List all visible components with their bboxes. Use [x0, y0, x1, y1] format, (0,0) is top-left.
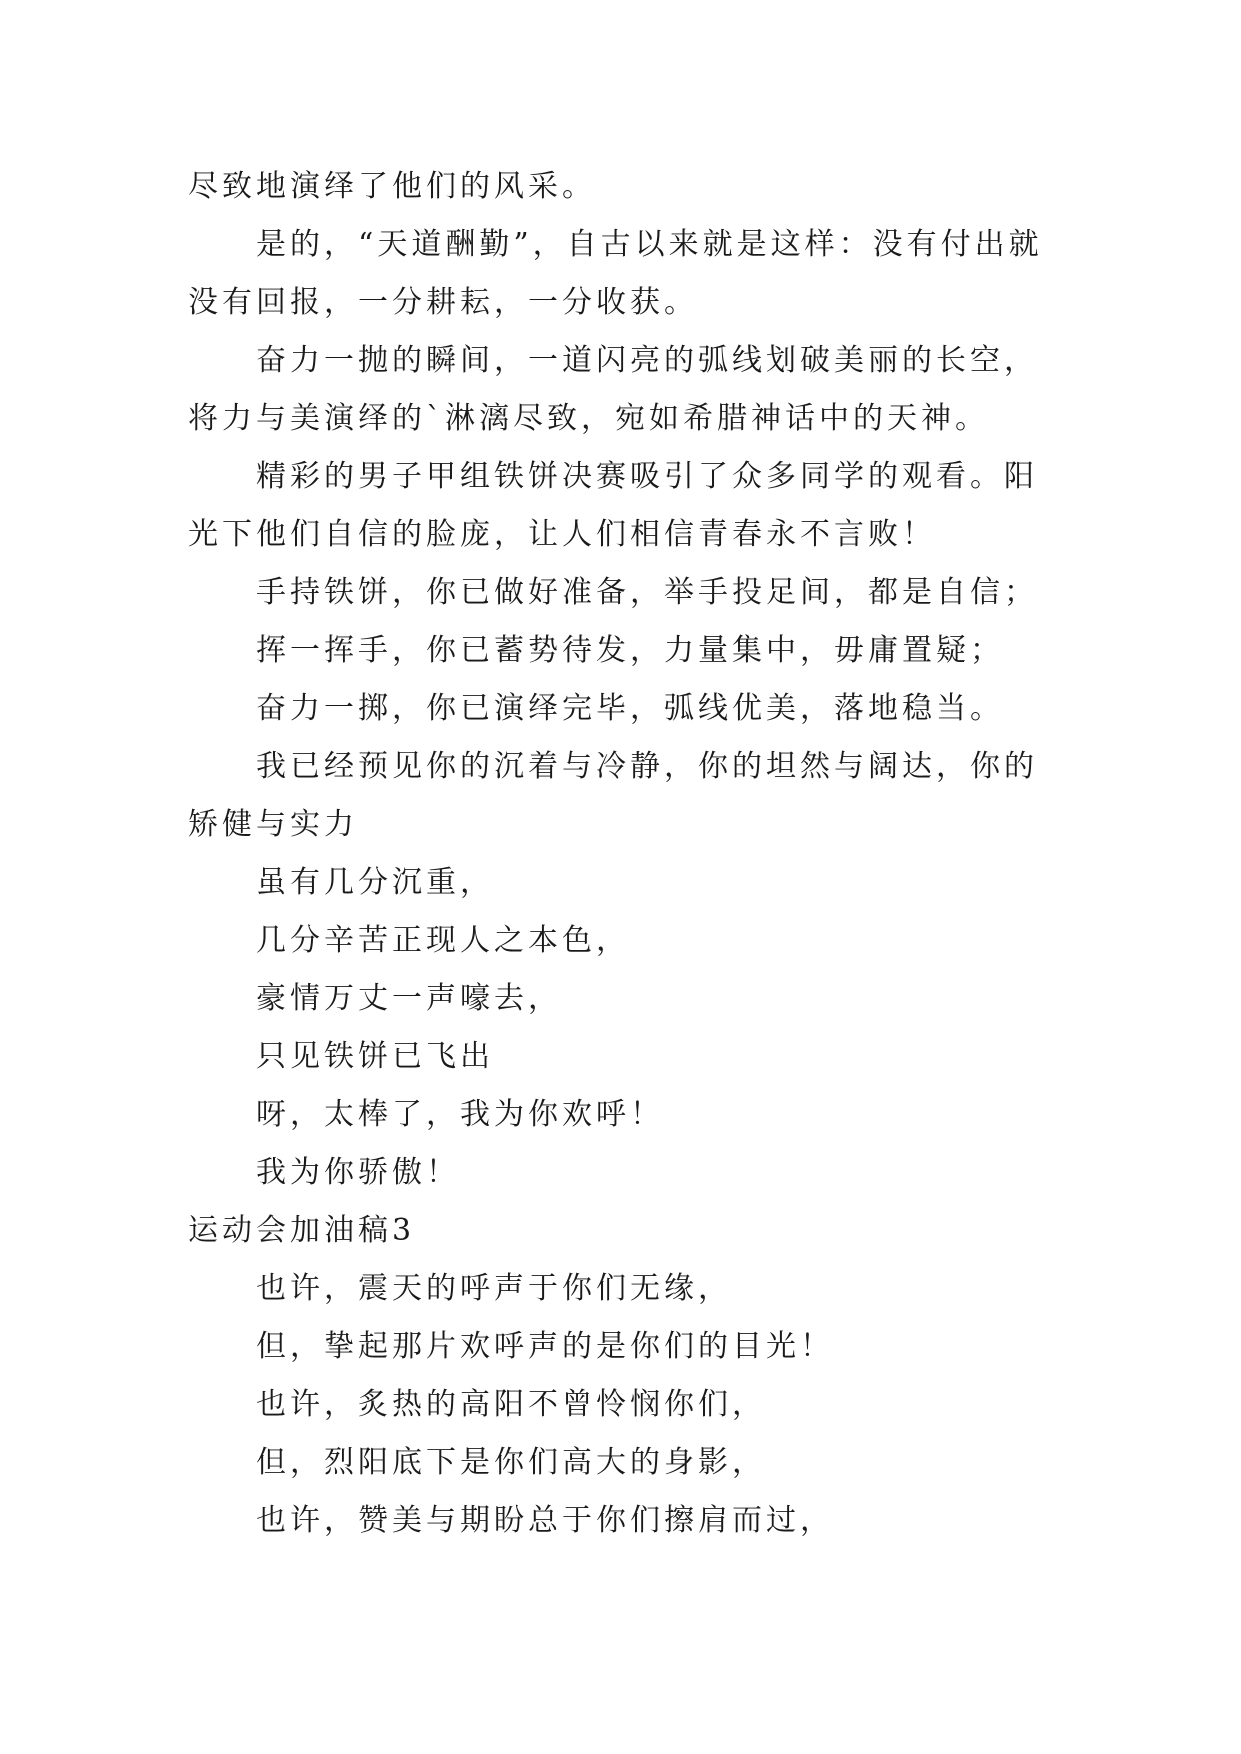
poem-line: 奋力一掷，你已演绎完毕，弧线优美，落地稳当。 — [256, 691, 1004, 726]
poem-line: 几分辛苦正现人之本色， — [256, 923, 630, 958]
paragraph: 是的，“天道酬勤”，自古以来就是这样：没有付出就没有回报，一分耕耘，一分收获。 — [188, 227, 1043, 320]
poem-line: 挥一挥手，你已蓄势待发，力量集中，毋庸置疑； — [256, 633, 1004, 668]
paragraph: 精彩的男子甲组铁饼决赛吸引了众多同学的观看。阳光下他们自信的脸庞，让人们相信青春永不言败！ — [188, 459, 1038, 552]
poem-line: 也许，赞美与期盼总于你们擦肩而过， — [256, 1503, 834, 1538]
poem-line: 虽有几分沉重， — [256, 865, 494, 900]
poem-line: 但，挚起那片欢呼声的是你们的目光！ — [256, 1329, 834, 1364]
paragraph: 奋力一抛的瞬间，一道闪亮的弧线划破美丽的长空，将力与美演绎的`淋漓尽致，宛如希腊神话中的天神。 — [188, 343, 1038, 436]
poem-line: 但，烈阳底下是你们高大的身影， — [256, 1445, 766, 1480]
poem-line: 也许，震天的呼声于你们无缘， — [256, 1271, 732, 1306]
paragraph: 我已经预见你的沉着与冷静，你的坦然与阔达，你的矫健与实力 — [188, 749, 1038, 842]
poem-line: 呀，太棒了，我为你欢呼！ — [256, 1097, 664, 1132]
section-heading: 运动会加油稿3 — [188, 1213, 416, 1248]
document-body — [188, 158, 1058, 1550]
poem-line: 只见铁饼已飞出 — [256, 1039, 494, 1074]
poem-line: 手持铁饼，你已做好准备，举手投足间，都是自信； — [256, 575, 1038, 610]
poem-line: 豪情万丈一声嚎去， — [256, 981, 562, 1016]
poem-line: 我为你骄傲！ — [256, 1155, 460, 1190]
poem-line: 也许，炙热的高阳不曾怜悯你们， — [256, 1387, 766, 1422]
paragraph-continuation: 尽致地演绎了他们的风采。 — [188, 169, 596, 204]
